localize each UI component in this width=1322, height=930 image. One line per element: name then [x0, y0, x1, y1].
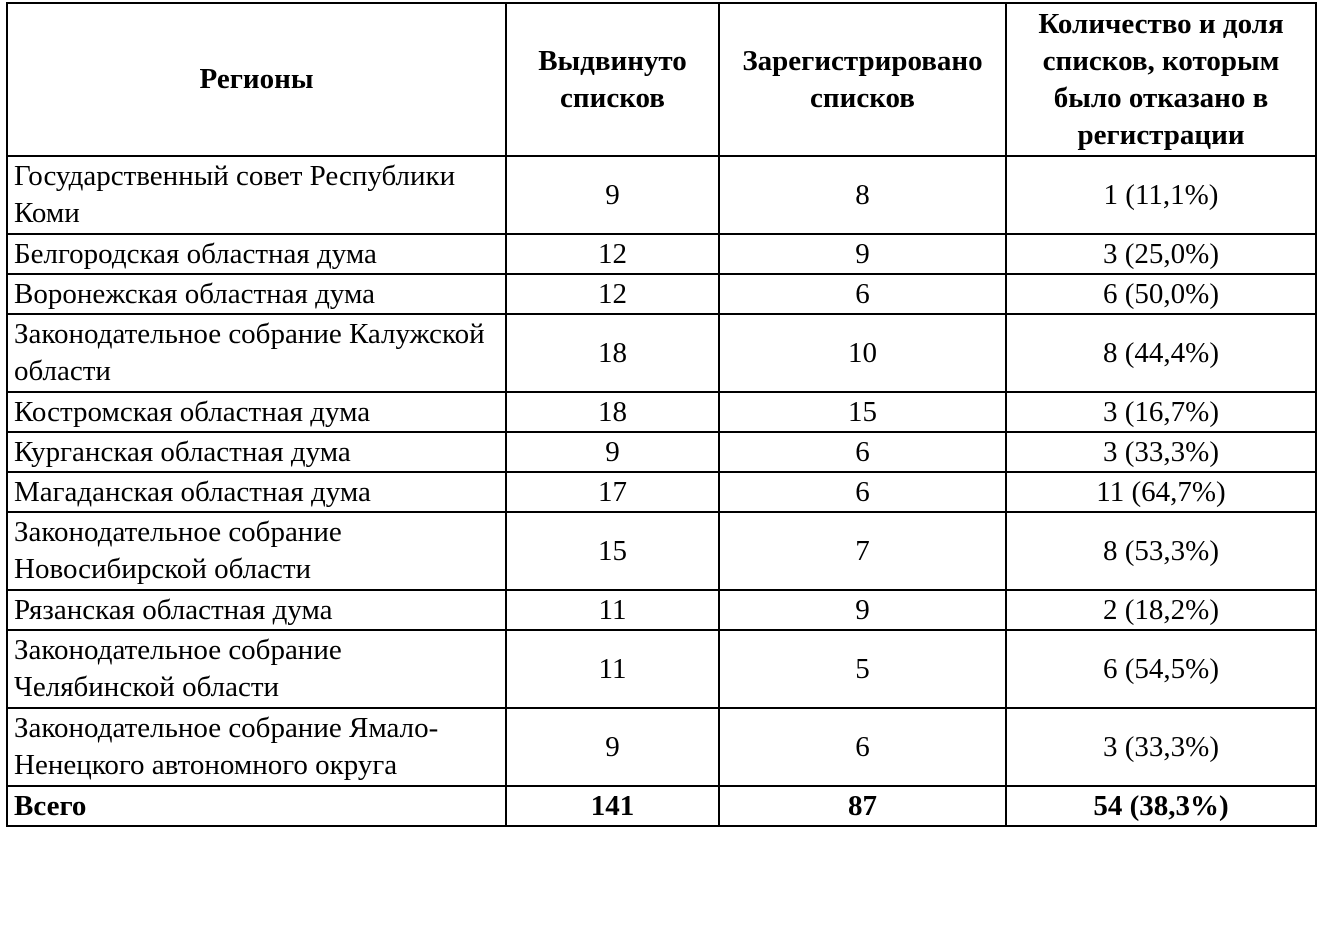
- nominated-cell: 17: [506, 472, 719, 512]
- registered-cell: 7: [719, 512, 1006, 590]
- registered-cell: 10: [719, 314, 1006, 392]
- total-row: [7, 786, 1316, 826]
- registered-cell: 6: [719, 432, 1006, 472]
- header-refused: Количество и доля списков, которым было отказано в регистрации: [1006, 3, 1316, 156]
- refused-cell: 3 (16,7%): [1006, 392, 1316, 432]
- table-row: [7, 590, 1316, 630]
- region-cell: Воронежская областная дума: [7, 274, 506, 314]
- header-regions: Регионы: [7, 3, 506, 156]
- region-cell: Магаданская областная дума: [7, 472, 506, 512]
- total-label: Всего: [7, 786, 506, 826]
- table-row: [7, 512, 1316, 590]
- refused-cell: 1 (11,1%): [1006, 156, 1316, 234]
- table-row: [7, 392, 1316, 432]
- registered-cell: 15: [719, 392, 1006, 432]
- nominated-cell: 15: [506, 512, 719, 590]
- registered-cell: 6: [719, 708, 1006, 786]
- table-row: [7, 234, 1316, 274]
- header-registered: Зарегистрировано списков: [719, 3, 1006, 156]
- nominated-cell: 12: [506, 234, 719, 274]
- region-cell: Рязанская областная дума: [7, 590, 506, 630]
- table-row: [7, 274, 1316, 314]
- region-cell: Законодательное собрание Новосибирской области: [7, 512, 506, 590]
- total-refused: 54 (38,3%): [1006, 786, 1316, 826]
- nominated-cell: 9: [506, 432, 719, 472]
- registered-cell: 8: [719, 156, 1006, 234]
- region-cell: Законодательное собрание Челябинской области: [7, 630, 506, 708]
- nominated-cell: 12: [506, 274, 719, 314]
- registered-cell: 5: [719, 630, 1006, 708]
- table-row: [7, 708, 1316, 786]
- refused-cell: 6 (50,0%): [1006, 274, 1316, 314]
- region-cell: Курганская областная дума: [7, 432, 506, 472]
- total-registered: 87: [719, 786, 1006, 826]
- nominated-cell: 18: [506, 392, 719, 432]
- regions-lists-table: [6, 2, 1317, 827]
- region-cell: Белгородская областная дума: [7, 234, 506, 274]
- nominated-cell: 11: [506, 590, 719, 630]
- region-cell: Законодательное собрание Калужской области: [7, 314, 506, 392]
- table-row: [7, 314, 1316, 392]
- nominated-cell: 18: [506, 314, 719, 392]
- registered-cell: 9: [719, 590, 1006, 630]
- table-row: [7, 472, 1316, 512]
- registered-cell: 9: [719, 234, 1006, 274]
- registered-cell: 6: [719, 274, 1006, 314]
- refused-cell: 8 (44,4%): [1006, 314, 1316, 392]
- header-nominated: Выдвинуто списков: [506, 3, 719, 156]
- table-row: [7, 630, 1316, 708]
- refused-cell: 3 (33,3%): [1006, 432, 1316, 472]
- region-cell: Законодательное собрание Ямало-Ненецкого автономного округа: [7, 708, 506, 786]
- refused-cell: 3 (25,0%): [1006, 234, 1316, 274]
- refused-cell: 3 (33,3%): [1006, 708, 1316, 786]
- header-row: [7, 3, 1316, 156]
- refused-cell: 11 (64,7%): [1006, 472, 1316, 512]
- registered-cell: 6: [719, 472, 1006, 512]
- refused-cell: 2 (18,2%): [1006, 590, 1316, 630]
- refused-cell: 8 (53,3%): [1006, 512, 1316, 590]
- region-cell: Государственный совет Республики Коми: [7, 156, 506, 234]
- region-cell: Костромская областная дума: [7, 392, 506, 432]
- nominated-cell: 9: [506, 708, 719, 786]
- table-row: [7, 432, 1316, 472]
- nominated-cell: 11: [506, 630, 719, 708]
- refused-cell: 6 (54,5%): [1006, 630, 1316, 708]
- total-nominated: 141: [506, 786, 719, 826]
- table-row: [7, 156, 1316, 234]
- nominated-cell: 9: [506, 156, 719, 234]
